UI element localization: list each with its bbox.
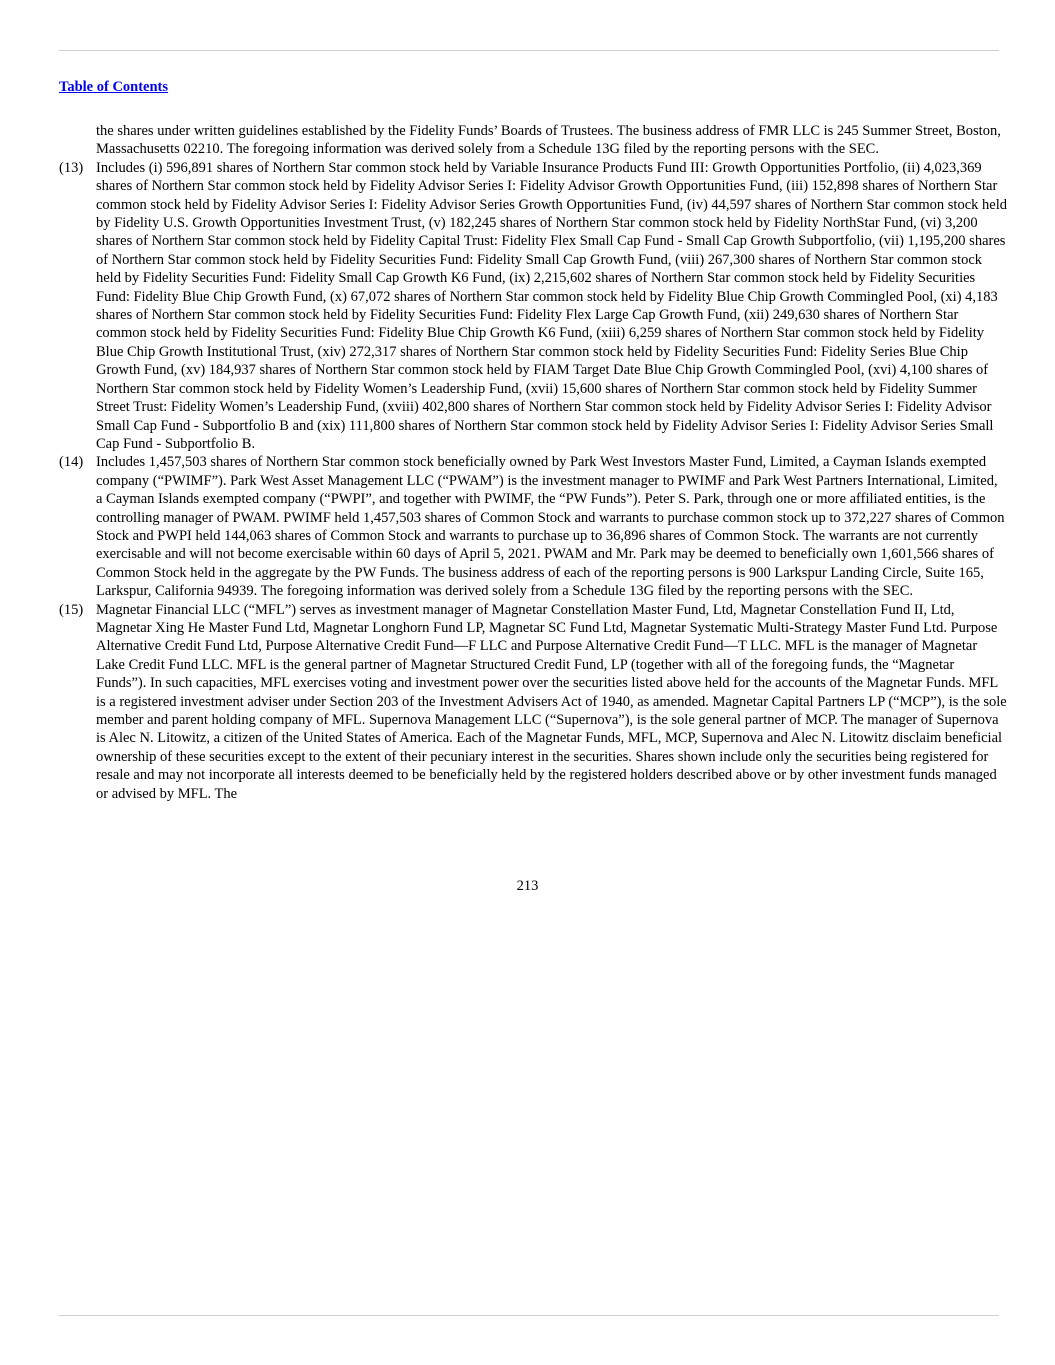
footnote-text: Includes (i) 596,891 shares of Northern Star common stock held by Variable Insurance Products Fund III: Growth Opportunities Portfolio, (ii) 4,023,369 shares of Northern Star common stock held by Fidelity Advisor Series I: Fidelity Advisor Growth Opportunities Fund, (iii) 152,898 shares of Northern Star common stock held by Fidelity Advisor Series I: Fidelity Advisor Series Growth Opportunities Fund, (iv) 44,597 shares of Northern Star common stock held by Fidelity U.S. Growth Opportunities Investment Trust, (v) 182,245 shares of Northern Star common stock held by Fidelity NorthStar Fund, (vi) 3,200 shares of Northern Star common stock held by Fidelity Capital Trust: Fidelity Flex Small Cap Fund - Small Cap Growth Subportfolio, (vii) 1,195,200 shares of Northern Star common stock held by Fidelity Securities Fund: Fidelity Small Cap Growth Fund, (viii) 267,300 shares of Northern Star common stock held by Fidelity Securities Fund: Fidelity Small Cap Growth K6 Fund, (ix) 2,215,602 shares of Northern Star common stock held by Fidelity Securities Fund: Fidelity Blue Chip Growth Fund, (x) 67,072 shares of Northern Star common stock held by Fidelity Blue Chip Growth Commingled Pool, (xi) 4,183 shares of Northern Star common stock held by Fidelity Securities Fund: Fidelity Flex Large Cap Growth Fund, (xii) 249,630 shares of Northern Star common stock held by Fidelity Securities Fund: Fidelity Blue Chip Growth K6 Fund, (xiii) 6,259 shares of Northern Star common stock held by Fidelity Blue Chip Growth Institutional Trust, (xiv) 272,317 shares of Northern Star common stock held by Fidelity Securities Fund: Fidelity Series Blue Chip Growth Fund, (xv) 184,937 shares of Northern Star common stock held by FIAM Target Date Blue Chip Growth Commingled Pool, (xvi) 4,100 shares of Northern Star common stock held by Fidelity Women’s Leadership Fund, (xvii) 15,600 shares of Northern Star common stock held by Fidelity Summer Street Trust: Fidelity Women’s Leadership Fund, (xviii) 402,800 shares of Northern Star common stock held by Fidelity Advisor Series I: Fidelity Advisor Small Cap Fund - Subportfolio B and (xix) 111,800 shares of Northern Star common stock held by Fidelity Advisor Series I: Fidelity Advisor Series Small Cap Fund - Subportfolio B.: [96, 159, 1007, 452]
footnote-13: [59, 159, 1007, 454]
top-divider: [59, 50, 999, 51]
footnote-number: (15): [59, 601, 84, 618]
footnote-text: Includes 1,457,503 shares of Northern Star common stock beneficially owned by Park West Investors Master Fund, Limited, a Cayman Islands exempted company (“PWIMF”). Park West Asset Management LLC (“PWAM”) is the investment manager to PWIMF and Park West Partners International, Limited, a Cayman Islands exempted company (“PWPI”, and together with PWIMF, the “PW Funds”). Peter S. Park, through one or more affiliated entities, is the controlling manager of PWAM. PWIMF held 1,457,503 shares of Common Stock and warrants to purchase common stock up to 372,227 shares of Common Stock and PWPI held 144,063 shares of Common Stock and warrants to purchase up to 36,896 shares of Common Stock. The warrants are not currently exercisable and will not become exercisable within 60 days of April 5, 2021. PWAM and Mr. Park may be deemed to beneficially own 1,601,566 shares of Common Stock held in the aggregate by the PW Funds. The business address of each of the reporting persons is 900 Larkspur Landing Circle, Suite 165, Larkspur, California 94939. The foregoing information was derived solely from a Schedule 13G filed by the reporting persons with the SEC.: [96, 454, 1005, 600]
footnote-number: (13): [59, 159, 84, 176]
footnote-14: [59, 453, 1007, 600]
table-of-contents-link[interactable]: Table of Contents: [59, 79, 169, 95]
footnote-number: (14): [59, 454, 84, 471]
footnote-text: Magnetar Financial LLC (“MFL”) serves as investment manager of Magnetar Constellation Master Fund, Ltd, Magnetar Constellation Fund II, Ltd, Magnetar Xing He Master Fund Ltd, Magnetar Longhorn Fund LP, Magnetar SC Fund Ltd, Magnetar Systematic Multi-Strategy Master Fund Ltd. Purpose Alternative Credit Fund Ltd, Purpose Alternative Credit Fund—F LLC and Purpose Alternative Credit Fund—T LLC. MFL is the manager of Magnetar Lake Credit Fund LLC. MFL is the general partner of Magnetar Structured Credit Fund, LP (together with all of the foregoing funds, the “Magnetar Funds”). In such capacities, MFL exercises voting and investment power over the securities listed above held for the accounts of the Magnetar Funds. MFL is a registered investment adviser under Section 203 of the Investment Advisers Act of 1940, as amended. Magnetar Capital Partners LP (“MCP”), is the sole member and parent holding company of MFL. Supernova Management LLC (“Supernova”), is the sole general partner of MCP. The manager of Supernova is Alec N. Litowitz, a citizen of the United States of America. Each of the Magnetar Funds, MFL, MCP, Supernova and Alec N. Litowitz disclaim beneficial ownership of these securities except to the extent of their pecuniary interest in the securities. Shares shown include only the securities being registered for resale and may not incorporate all interests deemed to be beneficially held by the registered holders described above or by other investment funds managed or advised by MFL. The: [96, 601, 1007, 802]
footnote-15: [59, 601, 1007, 803]
footnotes-section: [59, 122, 1007, 803]
bottom-divider: [59, 1315, 999, 1316]
continuation-paragraph: the shares under written guidelines established by the Fidelity Funds’ Boards of Trustees. The business address of FMR LLC is 245 Summer Street, Boston, Massachusetts 02210. The foregoing information was derived solely from a Schedule 13G filed by the reporting persons with the SEC.: [96, 123, 1001, 158]
page-number: 213: [516, 878, 539, 894]
